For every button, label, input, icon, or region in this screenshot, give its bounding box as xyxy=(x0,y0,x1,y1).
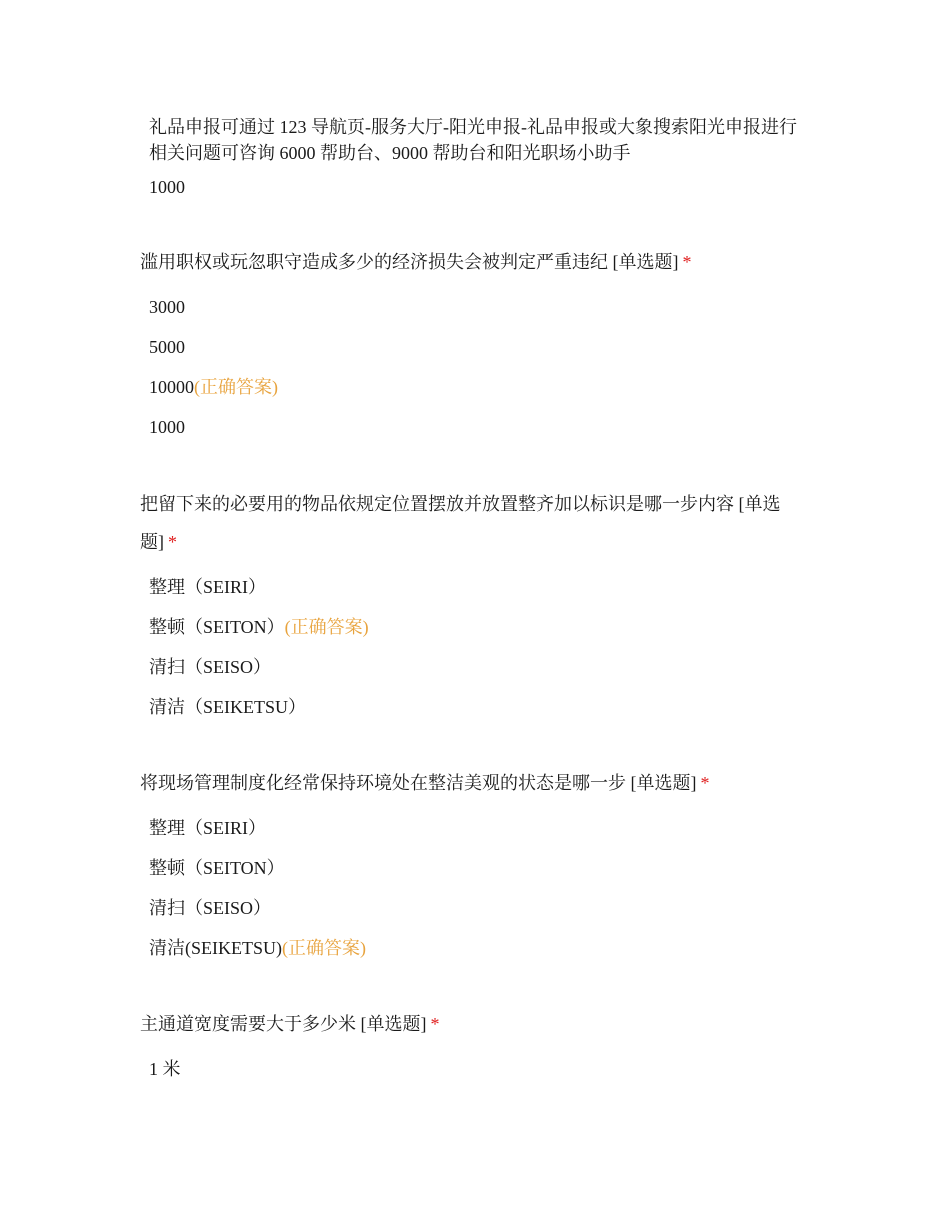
question-3 xyxy=(140,764,810,968)
question-1 xyxy=(140,243,810,447)
option xyxy=(149,808,810,848)
option-label: 1 米 xyxy=(149,1059,181,1079)
question-title xyxy=(140,1005,810,1043)
required-mark: * xyxy=(430,1014,440,1034)
question-title xyxy=(140,243,810,281)
option-label: 1000 xyxy=(149,177,185,197)
required-mark: * xyxy=(168,532,177,552)
correct-answer-tag: (正确答案) xyxy=(194,377,278,397)
option-list xyxy=(140,1049,810,1089)
option xyxy=(149,567,810,607)
option-label: 整顿（SEITON） xyxy=(149,858,285,878)
option xyxy=(149,848,810,888)
option-label: 清洁(SEIKETSU) xyxy=(149,938,282,958)
option xyxy=(149,928,810,968)
correct-answer-tag: (正确答案) xyxy=(282,938,366,958)
question-2 xyxy=(140,485,810,727)
option-label: 10000 xyxy=(149,377,194,397)
option-label: 清扫（SEISO） xyxy=(149,898,272,918)
option-label: 整理（SEIRI） xyxy=(149,577,266,597)
option-label: 5000 xyxy=(149,337,185,357)
option xyxy=(149,888,810,928)
option-label: 清扫（SEISO） xyxy=(149,657,272,677)
option-list xyxy=(140,287,810,447)
option xyxy=(149,607,810,647)
option xyxy=(149,287,810,327)
question-4 xyxy=(140,1005,810,1089)
option xyxy=(149,327,810,367)
question-title-text: 主通道宽度需要大于多少米 [单选题] xyxy=(140,1014,427,1034)
previous-question-tail xyxy=(149,114,809,200)
option-label: 清洁（SEIKETSU） xyxy=(149,697,306,717)
correct-answer-tag: (正确答案) xyxy=(284,617,369,637)
option-label: 1000 xyxy=(149,417,185,437)
question-title xyxy=(140,764,810,802)
option xyxy=(149,1049,810,1089)
question-title-text: 滥用职权或玩忽职守造成多少的经济损失会被判定严重违纪 [单选题] xyxy=(140,252,679,272)
option xyxy=(149,367,810,407)
option xyxy=(149,687,810,727)
option-list xyxy=(140,808,810,968)
question-title-text: 把留下来的必要用的物品依规定位置摆放并放置整齐加以标识是哪一步内容 [单选题] xyxy=(140,494,781,552)
option-label: 3000 xyxy=(149,297,185,317)
option-label: 整理（SEIRI） xyxy=(149,818,266,838)
answer-explanation: 礼品申报可通过 123 导航页-服务大厅-阳光申报-礼品申报或大象搜索阳光申报进行相关问题可咨询 6000 帮助台、9000 帮助台和阳光职场小助手 xyxy=(149,117,797,163)
required-mark: * xyxy=(700,773,710,793)
option xyxy=(149,647,810,687)
question-title-text: 将现场管理制度化经常保持环境处在整洁美观的状态是哪一步 [单选题] xyxy=(140,773,697,793)
required-mark: * xyxy=(682,252,692,272)
question-title xyxy=(140,485,810,561)
option-label: 整顿（SEITON） xyxy=(149,617,285,637)
option-list xyxy=(140,567,810,727)
option xyxy=(149,407,810,447)
